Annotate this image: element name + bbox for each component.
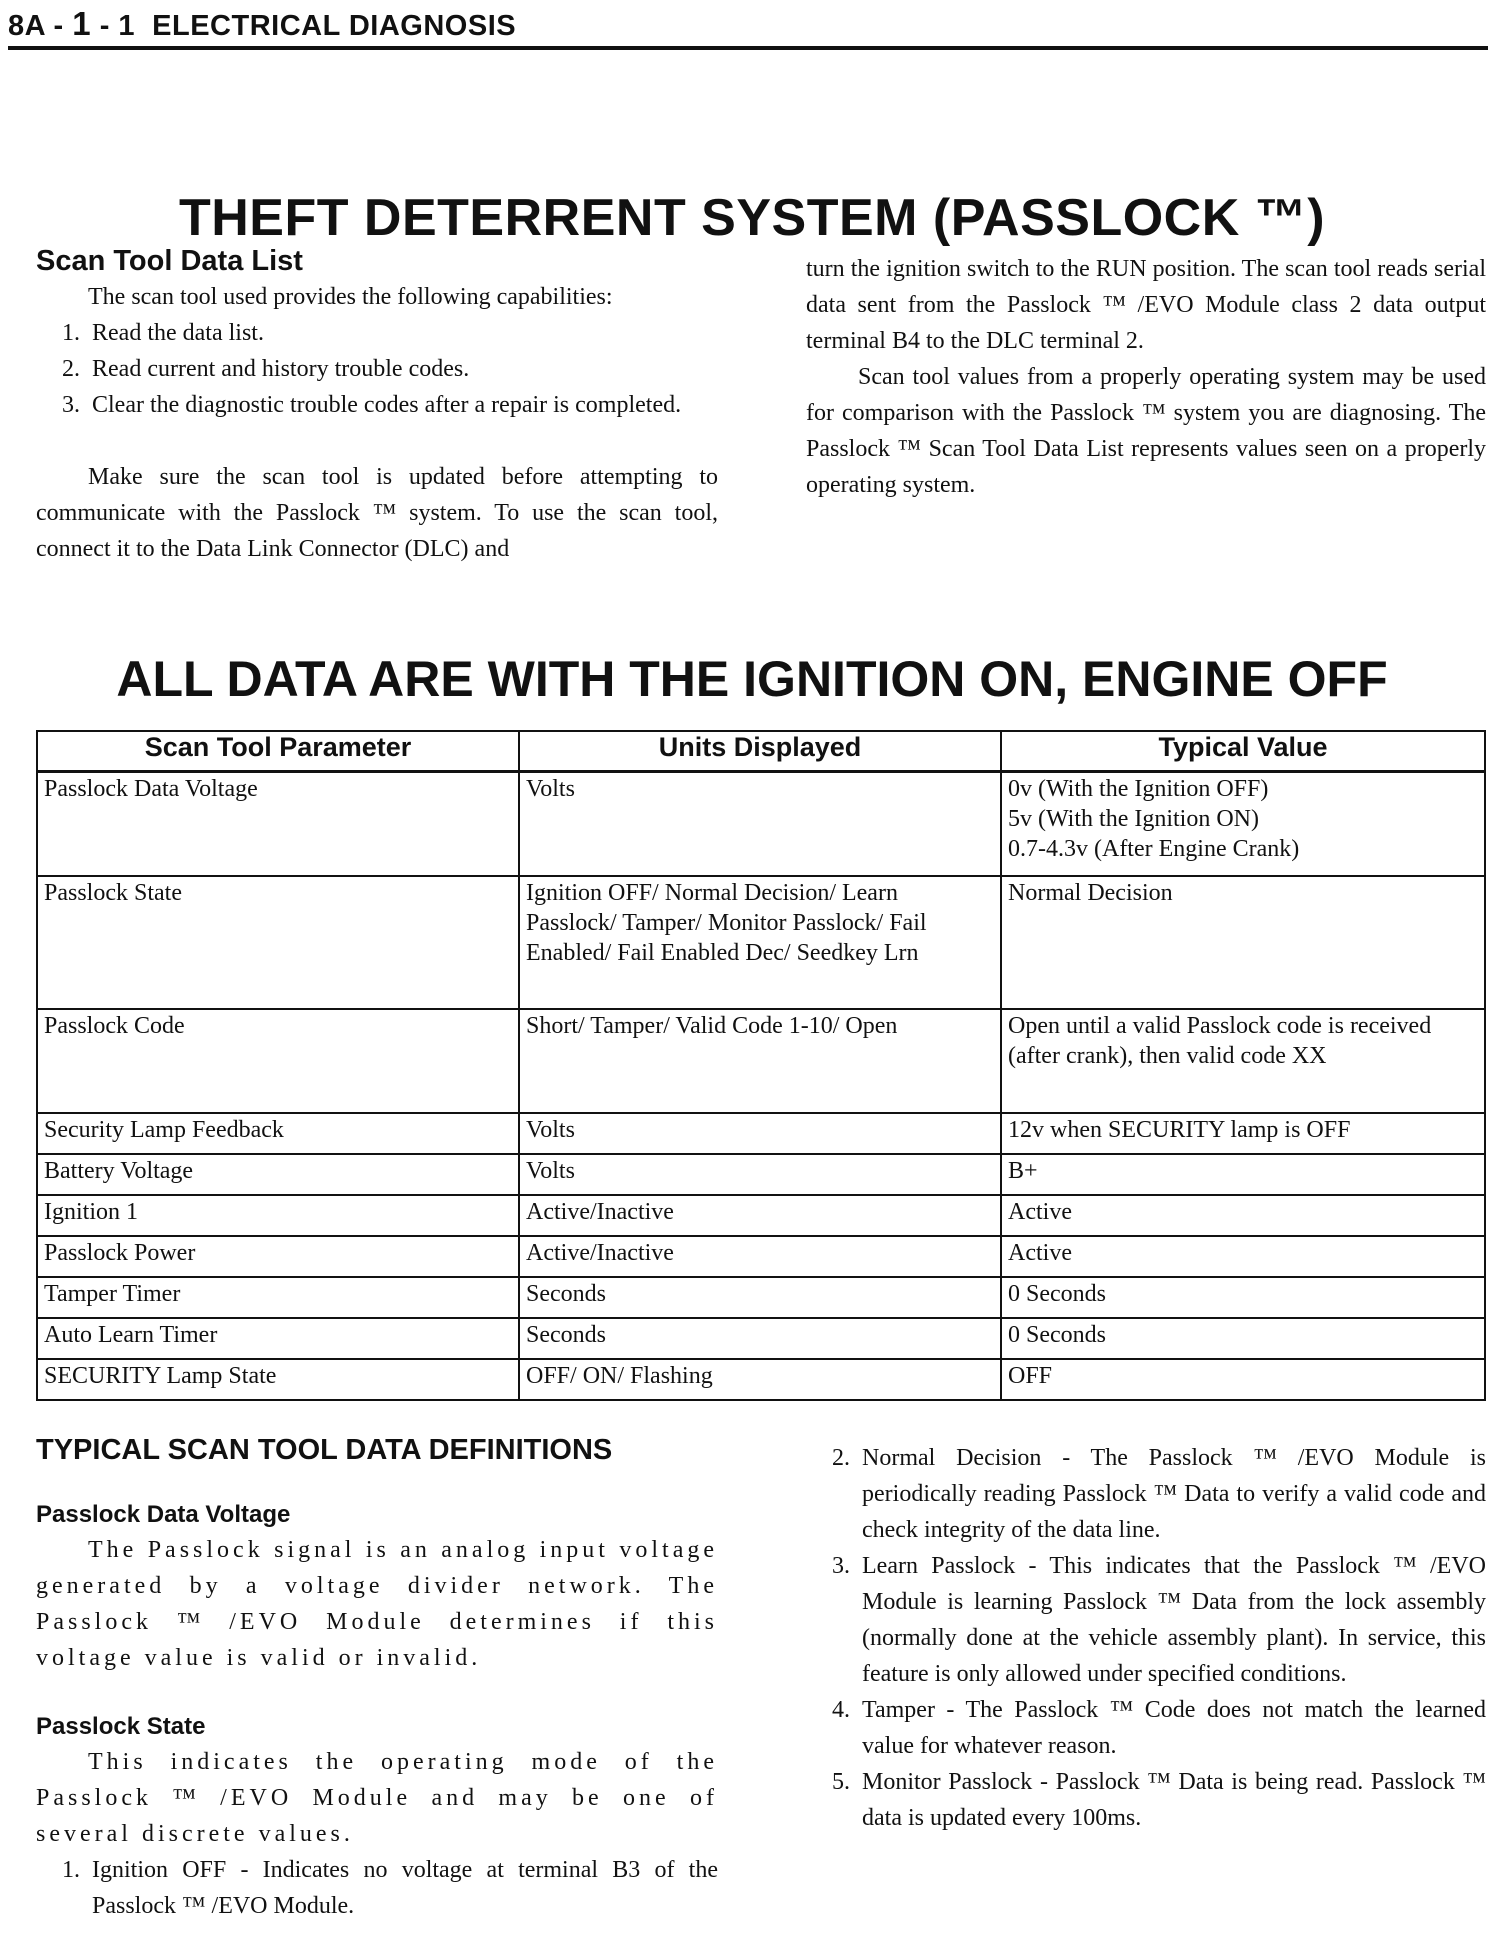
cell-typical: Open until a valid Passlock code is received (after crank), then valid code XX — [1001, 1009, 1485, 1113]
table-row — [37, 1154, 1485, 1195]
cell-units: Seconds — [519, 1277, 1001, 1318]
definitions-heading: TYPICAL SCAN TOOL DATA DEFINITIONS — [36, 1434, 613, 1466]
cell-typical: 12v when SECURITY lamp is OFF — [1001, 1113, 1485, 1154]
table-row — [37, 1318, 1485, 1359]
table-row — [37, 1359, 1485, 1400]
cell-parameter: Passlock State — [37, 876, 519, 1009]
scan-tool-data-table — [36, 730, 1486, 1401]
cell-units: Volts — [519, 772, 1001, 876]
cell-typical: 0v (With the Ignition OFF) 5v (With the Ignition ON) 0.7-4.3v (After Engine Crank) — [1001, 772, 1485, 876]
table-row — [37, 1113, 1485, 1154]
list-item: 1. Read the data list. — [62, 320, 264, 346]
cell-parameter: Security Lamp Feedback — [37, 1113, 519, 1154]
list-item: 5. Monitor Passlock - Passlock ™ Data is being read. Passlock ™ data is updated every 100ms. — [832, 1769, 1486, 1831]
ps-heading: Passlock State — [36, 1713, 206, 1740]
cell-units: Active/Inactive — [519, 1236, 1001, 1277]
cell-parameter: Passlock Data Voltage — [37, 772, 519, 876]
header-section: 8A - — [8, 10, 73, 42]
list-item: 1. Ignition OFF - Indicates no voltage at terminal B3 of the Passlock ™ /EVO Module. — [62, 1857, 718, 1919]
cell-typical: Active — [1001, 1195, 1485, 1236]
capabilities-list — [36, 315, 718, 423]
state-list-right — [806, 1440, 1486, 1836]
definitions-left-column — [36, 1432, 718, 1924]
column-header-typical: Typical Value — [1001, 731, 1485, 772]
pdv-text: The Passlock signal is an analog input voltage generated by a voltage divider network. The Passlock ™ /EVO Module determines if this voltage value is valid or invalid. — [36, 1537, 718, 1671]
cell-typical: Active — [1001, 1236, 1485, 1277]
column-header-units: Units Displayed — [519, 731, 1001, 772]
cell-typical: B+ — [1001, 1154, 1485, 1195]
cell-parameter: SECURITY Lamp State — [37, 1359, 519, 1400]
table-row — [37, 1236, 1485, 1277]
cell-typical: Normal Decision — [1001, 876, 1485, 1009]
list-item: 2. Normal Decision - The Passlock ™ /EVO Module is periodically reading Passlock ™ Data to verify a valid code and check integrity of the data line. — [832, 1445, 1486, 1543]
cell-parameter: Ignition 1 — [37, 1195, 519, 1236]
list-item: 2. Read current and history trouble codes. — [62, 356, 470, 382]
table-row — [37, 876, 1485, 1009]
list-item: 4. Tamper - The Passlock ™ Code does not match the learned value for whatever reason. — [832, 1697, 1486, 1759]
column-header-parameter: Scan Tool Parameter — [37, 731, 519, 772]
scan-tool-section — [36, 243, 718, 567]
comparison-paragraph: Scan tool values from a properly operating system may be used for comparison with the Passlock ™ system you are diagnosing. The Passlock ™ Scan Tool Data List represents values seen on a properly operating system. — [806, 364, 1486, 498]
cell-units: OFF/ ON/ Flashing — [519, 1359, 1001, 1400]
cell-units: Active/Inactive — [519, 1195, 1001, 1236]
cell-typical: 0 Seconds — [1001, 1277, 1485, 1318]
cell-units: Short/ Tamper/ Valid Code 1-10/ Open — [519, 1009, 1001, 1113]
cell-units: Volts — [519, 1154, 1001, 1195]
conditions-banner: ALL DATA ARE WITH THE IGNITION ON, ENGINE OFF — [116, 651, 1388, 707]
cell-parameter: Auto Learn Timer — [37, 1318, 519, 1359]
ps-text: This indicates the operating mode of the Passlock ™ /EVO Module and may be one of several discrete values. — [36, 1749, 718, 1847]
cell-parameter: Passlock Code — [37, 1009, 519, 1113]
update-paragraph-part2: turn the ignition switch to the RUN position. The scan tool reads serial data sent from the Passlock ™ /EVO Module class 2 data output terminal B4 to the DLC terminal 2. — [806, 256, 1486, 354]
cell-parameter: Battery Voltage — [37, 1154, 519, 1195]
page-header — [8, 4, 1488, 50]
table-row — [37, 1009, 1485, 1113]
scan-tool-right-column — [806, 251, 1486, 503]
header-title: ELECTRICAL DIAGNOSIS — [152, 10, 517, 42]
state-list-left — [36, 1852, 718, 1924]
header-number: 1 — [72, 5, 92, 42]
table-row — [37, 1195, 1485, 1236]
cell-units: Volts — [519, 1113, 1001, 1154]
cell-parameter: Passlock Power — [37, 1236, 519, 1277]
scan-tool-heading: Scan Tool Data List — [36, 245, 303, 277]
cell-units: Ignition OFF/ Normal Decision/ Learn Passlock/ Tamper/ Monitor Passlock/ Fail Enabled/ Fail Enabled Dec/ Seedkey Lrn — [519, 876, 1001, 1009]
table-row — [37, 772, 1485, 876]
header-sep: - 1 — [91, 10, 153, 42]
page-title: THEFT DETERRENT SYSTEM (PASSLOCK ™) — [178, 189, 1326, 247]
list-item: 3. Learn Passlock - This indicates that the Passlock ™ /EVO Module is learning Passlock ™ Data from the lock assembly (normally done at the vehicle assembly plant). In service, this feature is only allowed under specified conditions. — [832, 1553, 1486, 1687]
cell-typical: 0 Seconds — [1001, 1318, 1485, 1359]
table-row — [37, 1277, 1485, 1318]
update-paragraph-part1: Make sure the scan tool is updated before attempting to communicate with the Passlock ™ system. To use the scan tool, connect it to the Data Link Connector (DLC) and — [36, 464, 718, 562]
scan-tool-intro: The scan tool used provides the following capabilities: — [88, 284, 613, 310]
definitions-right-column — [806, 1440, 1486, 1836]
table-header-row — [37, 731, 1485, 772]
list-item: 3. Clear the diagnostic trouble codes after a repair is completed. — [62, 392, 682, 418]
pdv-heading: Passlock Data Voltage — [36, 1501, 291, 1528]
cell-parameter: Tamper Timer — [37, 1277, 519, 1318]
cell-units: Seconds — [519, 1318, 1001, 1359]
cell-typical: OFF — [1001, 1359, 1485, 1400]
